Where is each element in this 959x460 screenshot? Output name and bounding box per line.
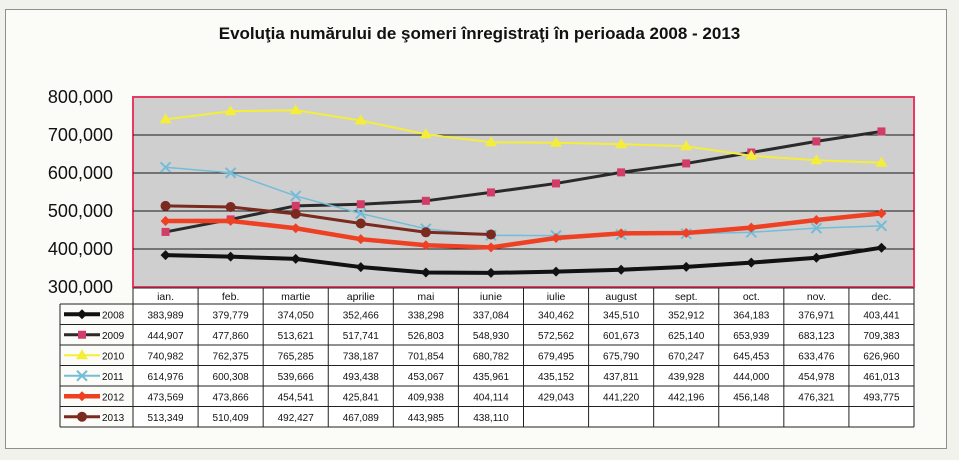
marker-2013 xyxy=(161,201,171,211)
table-cell: 653,939 xyxy=(733,330,770,342)
table-cell: 444,000 xyxy=(733,371,770,383)
table-cell: 670,247 xyxy=(668,351,705,363)
table-cell: 683,123 xyxy=(798,330,835,342)
table-cell: 517,741 xyxy=(342,330,379,342)
table-cell: 526,803 xyxy=(407,330,444,342)
table-cell: 477,860 xyxy=(212,330,249,342)
table-cell: 633,476 xyxy=(798,351,835,363)
table-cell: 762,375 xyxy=(212,351,249,363)
marker-2009 xyxy=(422,197,430,205)
table-header-cell: dec. xyxy=(871,291,892,303)
table-cell: 338,298 xyxy=(407,310,444,322)
table-cell: 701,854 xyxy=(407,351,444,363)
table-cell: 493,775 xyxy=(863,392,900,404)
table-cell: 441,220 xyxy=(603,392,640,404)
table-header-cell: iulie xyxy=(546,291,566,303)
table-cell: 513,621 xyxy=(277,330,314,342)
table-cell: 403,441 xyxy=(863,310,900,322)
marker-2013 xyxy=(421,227,431,237)
table-cell: 473,866 xyxy=(212,392,249,404)
table-header-cell: sept. xyxy=(674,291,698,303)
y-tick-label: 400,000 xyxy=(47,239,113,259)
table-cell: 675,790 xyxy=(603,351,640,363)
marker-2012 xyxy=(77,391,87,401)
table-cell: 510,409 xyxy=(212,412,249,424)
marker-2009 xyxy=(552,179,560,187)
table-cell: 337,084 xyxy=(472,310,510,322)
legend-label: 2010 xyxy=(102,351,125,363)
legend-label: 2009 xyxy=(102,330,125,342)
table-cell: 454,978 xyxy=(798,371,835,383)
table-cell: 680,782 xyxy=(472,351,510,363)
table-cell: 601,673 xyxy=(603,330,640,342)
table-header-cell: feb. xyxy=(221,291,240,303)
table-header-cell: august xyxy=(605,291,637,303)
table-header-cell: nov. xyxy=(806,291,826,303)
table-cell: 439,928 xyxy=(668,371,705,383)
table-cell: 374,050 xyxy=(277,310,314,322)
table-cell: 352,912 xyxy=(668,310,705,322)
y-tick-label: 700,000 xyxy=(47,125,113,145)
table-cell: 738,187 xyxy=(342,351,379,363)
table-cell: 548,930 xyxy=(472,330,510,342)
table-cell: 435,961 xyxy=(472,371,510,383)
marker-2013 xyxy=(356,219,366,229)
table-cell: 345,510 xyxy=(603,310,640,322)
y-tick-label: 800,000 xyxy=(47,87,113,107)
table-header-cell: martie xyxy=(281,291,311,303)
table-cell: 437,811 xyxy=(603,371,639,383)
table-cell: 435,152 xyxy=(537,371,575,383)
legend-label: 2008 xyxy=(102,310,125,322)
marker-2009 xyxy=(682,159,690,167)
table-cell: 765,285 xyxy=(277,351,314,363)
table-cell: 453,067 xyxy=(407,371,444,383)
table-cell: 645,453 xyxy=(733,351,770,363)
marker-2013 xyxy=(291,209,301,219)
table-cell: 709,383 xyxy=(863,330,900,342)
marker-2009 xyxy=(357,200,365,208)
table-cell: 473,569 xyxy=(147,392,184,404)
table-cell: 456,148 xyxy=(733,392,770,404)
table-cell: 376,971 xyxy=(798,310,835,322)
marker-2013 xyxy=(226,202,236,212)
y-tick-label: 600,000 xyxy=(47,163,113,183)
table-cell: 383,989 xyxy=(147,310,184,322)
legend-label: 2012 xyxy=(102,392,125,404)
marker-2009 xyxy=(292,202,300,210)
table-cell: 409,938 xyxy=(407,392,444,404)
marker-2009 xyxy=(877,127,885,135)
marker-2009 xyxy=(78,331,86,339)
table-cell: 352,466 xyxy=(342,310,379,322)
marker-2009 xyxy=(487,188,495,196)
table-cell: 539,666 xyxy=(277,371,314,383)
table-header-cell: aprilie xyxy=(346,291,375,303)
table-cell: 444,907 xyxy=(147,330,184,342)
table-cell: 442,196 xyxy=(668,392,705,404)
table-cell: 492,427 xyxy=(277,412,314,424)
table-cell: 493,438 xyxy=(342,371,379,383)
legend-label: 2013 xyxy=(102,412,125,424)
table-cell: 513,349 xyxy=(147,412,184,424)
table-cell: 679,495 xyxy=(537,351,575,363)
table-cell: 364,183 xyxy=(733,310,770,322)
table-cell: 443,985 xyxy=(407,412,444,424)
table-cell: 454,541 xyxy=(277,392,314,404)
y-tick-label: 300,000 xyxy=(47,277,113,297)
table-cell: 467,089 xyxy=(342,412,379,424)
table-header-cell: oct. xyxy=(742,291,760,303)
table-cell: 614,976 xyxy=(147,371,184,383)
table-cell: 429,043 xyxy=(537,392,575,404)
table-cell: 438,110 xyxy=(473,412,509,424)
marker-2009 xyxy=(162,228,170,236)
chart-title: Evoluţia numărului de şomeri înregistraţi în perioada 2008 - 2013 xyxy=(218,24,741,43)
marker-2009 xyxy=(812,137,820,145)
marker-2009 xyxy=(617,168,625,176)
table-cell: 572,562 xyxy=(537,330,575,342)
y-tick-label: 500,000 xyxy=(47,201,113,221)
table-cell: 625,140 xyxy=(668,330,705,342)
table-cell: 461,013 xyxy=(863,371,900,383)
table-header-cell: mai xyxy=(417,291,435,303)
table-cell: 340,462 xyxy=(537,310,575,322)
table-header-cell: iunie xyxy=(479,291,503,303)
legend-label: 2011 xyxy=(102,371,124,383)
table-header-cell: ian. xyxy=(157,291,175,303)
table-cell: 404,114 xyxy=(473,392,509,404)
marker-2013 xyxy=(486,230,496,240)
table-cell: 379,779 xyxy=(212,310,249,322)
table-cell: 740,982 xyxy=(147,351,184,363)
table-cell: 476,321 xyxy=(798,392,835,404)
table-cell: 600,308 xyxy=(212,371,249,383)
table-cell: 626,960 xyxy=(863,351,900,363)
marker-2013 xyxy=(77,412,87,422)
marker-2008 xyxy=(77,309,87,319)
table-cell: 425,841 xyxy=(342,392,379,404)
